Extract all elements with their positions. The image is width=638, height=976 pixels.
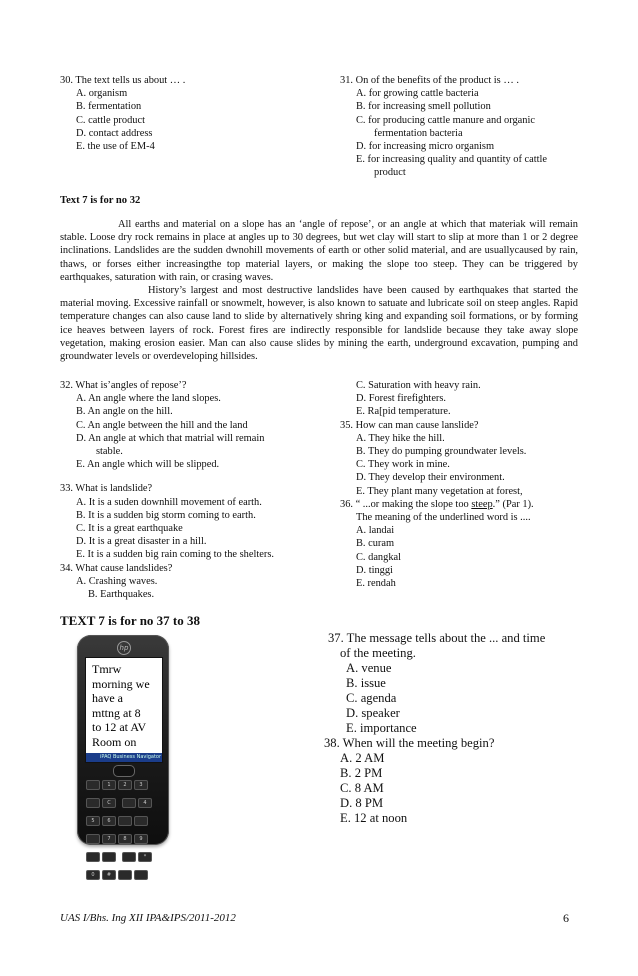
key: [102, 852, 116, 862]
question-stem: 37. The message tells about the ... and time: [328, 631, 546, 645]
option: A. for growing cattle bacteria: [356, 88, 479, 100]
question-37: [328, 631, 545, 736]
sms-line: mttng at 8: [92, 705, 141, 720]
key: [122, 852, 136, 862]
key: [134, 870, 148, 880]
option: C. 8 AM: [340, 781, 384, 795]
question-stem: 30. The text tells us about … .: [60, 75, 186, 86]
questions-37-38: [324, 631, 546, 826]
question-30: [60, 74, 185, 153]
underlined-word: steep: [471, 498, 493, 510]
hp-logo: hp: [117, 641, 131, 655]
question-stem: 34. What cause landslides?: [60, 562, 173, 574]
option: A. 2 AM: [340, 751, 385, 765]
key: 2: [118, 780, 132, 790]
option: B. issue: [346, 676, 386, 690]
key: 1: [102, 780, 116, 790]
option-continuation: product: [374, 167, 406, 179]
footer-text: UAS I/Bhs. Ing XII IPA&IPS/2011-2012: [60, 912, 236, 924]
questions-right-column: [340, 379, 534, 590]
question-stem: 38. When will the meeting begin?: [324, 736, 495, 750]
keypad: [85, 779, 161, 887]
option: E. rendah: [356, 578, 396, 590]
key: 6: [102, 816, 116, 826]
option: E. for increasing quality and quantity of cattle: [356, 154, 548, 166]
option: D. Forest firefighters.: [356, 393, 447, 405]
option-continuation: fermentation bacteria: [374, 127, 463, 139]
option: E. It is a sudden big rain coming to the shelters.: [76, 549, 274, 561]
option: B. Earthquakes.: [88, 589, 155, 601]
key: 9: [134, 834, 148, 844]
option: C. An angle between the hill and the land: [76, 419, 248, 431]
question-32: [60, 379, 274, 471]
key: 7: [102, 834, 116, 844]
option: B. fermentation: [76, 101, 142, 113]
option: A. landai: [356, 525, 395, 537]
question-stem-line-2: of the meeting.: [340, 646, 416, 660]
section-heading: Text 7 is for no 32: [60, 195, 141, 206]
section-heading: TEXT 7 is for no 37 to 38: [60, 613, 201, 628]
sms-line: morning we: [92, 676, 150, 691]
option: B. 2 PM: [340, 766, 383, 780]
question-31: [340, 74, 547, 180]
option: C. dangkal: [356, 551, 402, 563]
question-stem: 35. How can man cause lanslide?: [340, 419, 479, 431]
question-38: [324, 736, 545, 826]
question-stem: 31. On of the benefits of the product is … .: [340, 75, 519, 86]
key: [86, 780, 100, 790]
option: A. An angle where the land slopes.: [76, 393, 221, 405]
status-bar: [86, 753, 162, 762]
option: D. 8 PM: [340, 796, 384, 810]
option: C. agenda: [346, 691, 397, 705]
option: A. venue: [346, 661, 392, 675]
option: E. An angle which will be slipped.: [76, 459, 220, 471]
option: B. It is a sudden big storm coming to earth.: [76, 509, 256, 521]
key: C: [102, 798, 116, 808]
passage-paragraph-2: History’s largest and most destructive landslides have been caused by earthquakes that started the material moving. Excessive rainfall or snowmelt, however, is also known to satuate and lubricate soil on steep angles. Rapid temperature changes can also cause land to slide by alternatively shring king and expanding soil formations, or by forming ice heaves between layers of rock. Forest fires are indirectly responsible for landslide because they take away slope vegetation, making erosion easier. Man can also cause slides by mining the earth, underground excavation, pumping and groundwater levels or overdeveloping hillsides.: [60, 285, 578, 363]
option: C. cattle product: [76, 114, 145, 126]
questions-left-column: [60, 379, 274, 601]
option-continuation: stable.: [96, 446, 123, 458]
key: 8: [118, 834, 132, 844]
key: [86, 834, 100, 844]
question-stem-line-2: The meaning of the underlined word is ....: [356, 512, 531, 524]
key: [86, 852, 100, 862]
option: E. importance: [346, 721, 417, 735]
option: B. An angle on the hill.: [76, 406, 173, 418]
option: B. They do pumping groundwater levels.: [356, 446, 527, 458]
key: 5: [86, 816, 100, 826]
question-36: [340, 498, 534, 590]
key: *: [138, 852, 152, 862]
option: A. Crashing waves.: [76, 575, 158, 587]
option: D. They develop their environment.: [356, 472, 505, 484]
option: C. Saturation with heavy rain.: [356, 380, 481, 391]
option: E. They plant many vegetation at forest,: [356, 485, 523, 497]
stem-text: 36. “ ...or making the slope too: [340, 498, 472, 510]
phone-illustration: [77, 635, 169, 878]
sms-line: have a: [92, 691, 123, 705]
key: 3: [134, 780, 148, 790]
sms-line: Tmrw: [92, 662, 122, 676]
option: D. contact address: [76, 127, 153, 139]
key: [134, 816, 148, 826]
question-33: [60, 482, 274, 561]
status-text: iPAQ Business Navigator: [100, 754, 162, 760]
option: D. An angle at which that matrial will remain: [76, 432, 265, 444]
key: [122, 798, 136, 808]
option: C. It is a great earthquake: [76, 523, 183, 535]
option: D. It is a great disaster in a hill.: [76, 536, 207, 548]
option: D. speaker: [346, 706, 400, 720]
key: [118, 870, 132, 880]
option: A. It is a suden downhill movement of earth.: [76, 496, 262, 508]
option: D. tinggi: [356, 564, 393, 576]
key: [86, 798, 100, 808]
reading-passage: [60, 218, 578, 363]
question-35: [340, 419, 534, 498]
option: B. curam: [356, 538, 395, 550]
question-stem: 32. What is’angles of repose’?: [60, 380, 187, 391]
option: E. the use of EM-4: [76, 141, 155, 153]
option: A. organism: [76, 88, 128, 100]
option: E. Ra[pid temperature.: [356, 406, 451, 418]
question-stem: 33. What is landslide?: [60, 483, 153, 495]
page-number: 6: [563, 911, 569, 925]
question-34: [60, 562, 274, 602]
option: D. for increasing micro organism: [356, 141, 495, 153]
sms-line: Room on: [92, 734, 137, 749]
option: B. for increasing smell pollution: [356, 101, 491, 113]
option: E. 12 at noon: [340, 811, 408, 825]
option: C. for producing cattle manure and organic: [356, 114, 535, 126]
sms-message: [92, 662, 150, 749]
key: #: [102, 870, 116, 880]
sms-line: to 12 at AV: [92, 720, 147, 734]
phone-screen: [85, 657, 163, 763]
option: C. They work in mine.: [356, 459, 450, 471]
key: 4: [138, 798, 152, 808]
key: [118, 816, 132, 826]
stem-text: .” (Par 1).: [492, 498, 534, 510]
nav-key-icon: [113, 765, 135, 777]
option: A. They hike the hill.: [356, 432, 445, 444]
key: 0: [86, 870, 100, 880]
question-stem: [340, 498, 534, 511]
passage-paragraph-1: All earths and material on a slope has an ‘angle of repose’, or an angle at which that materiak will remain stable. Loose dry rock remains in place at angles up to 30 degrees, but wet clay will start to slip at more than 1 or 2 degree inclinations. Landslides are the sudden dwnohill movements of earth or other solid material, and are usuallycaused by rain, thaws, or forses either increasingthe top material layers, or making the slope too steep. They can be triggered by earthquakes, saturation with rain, or crasing waves.: [60, 219, 578, 283]
